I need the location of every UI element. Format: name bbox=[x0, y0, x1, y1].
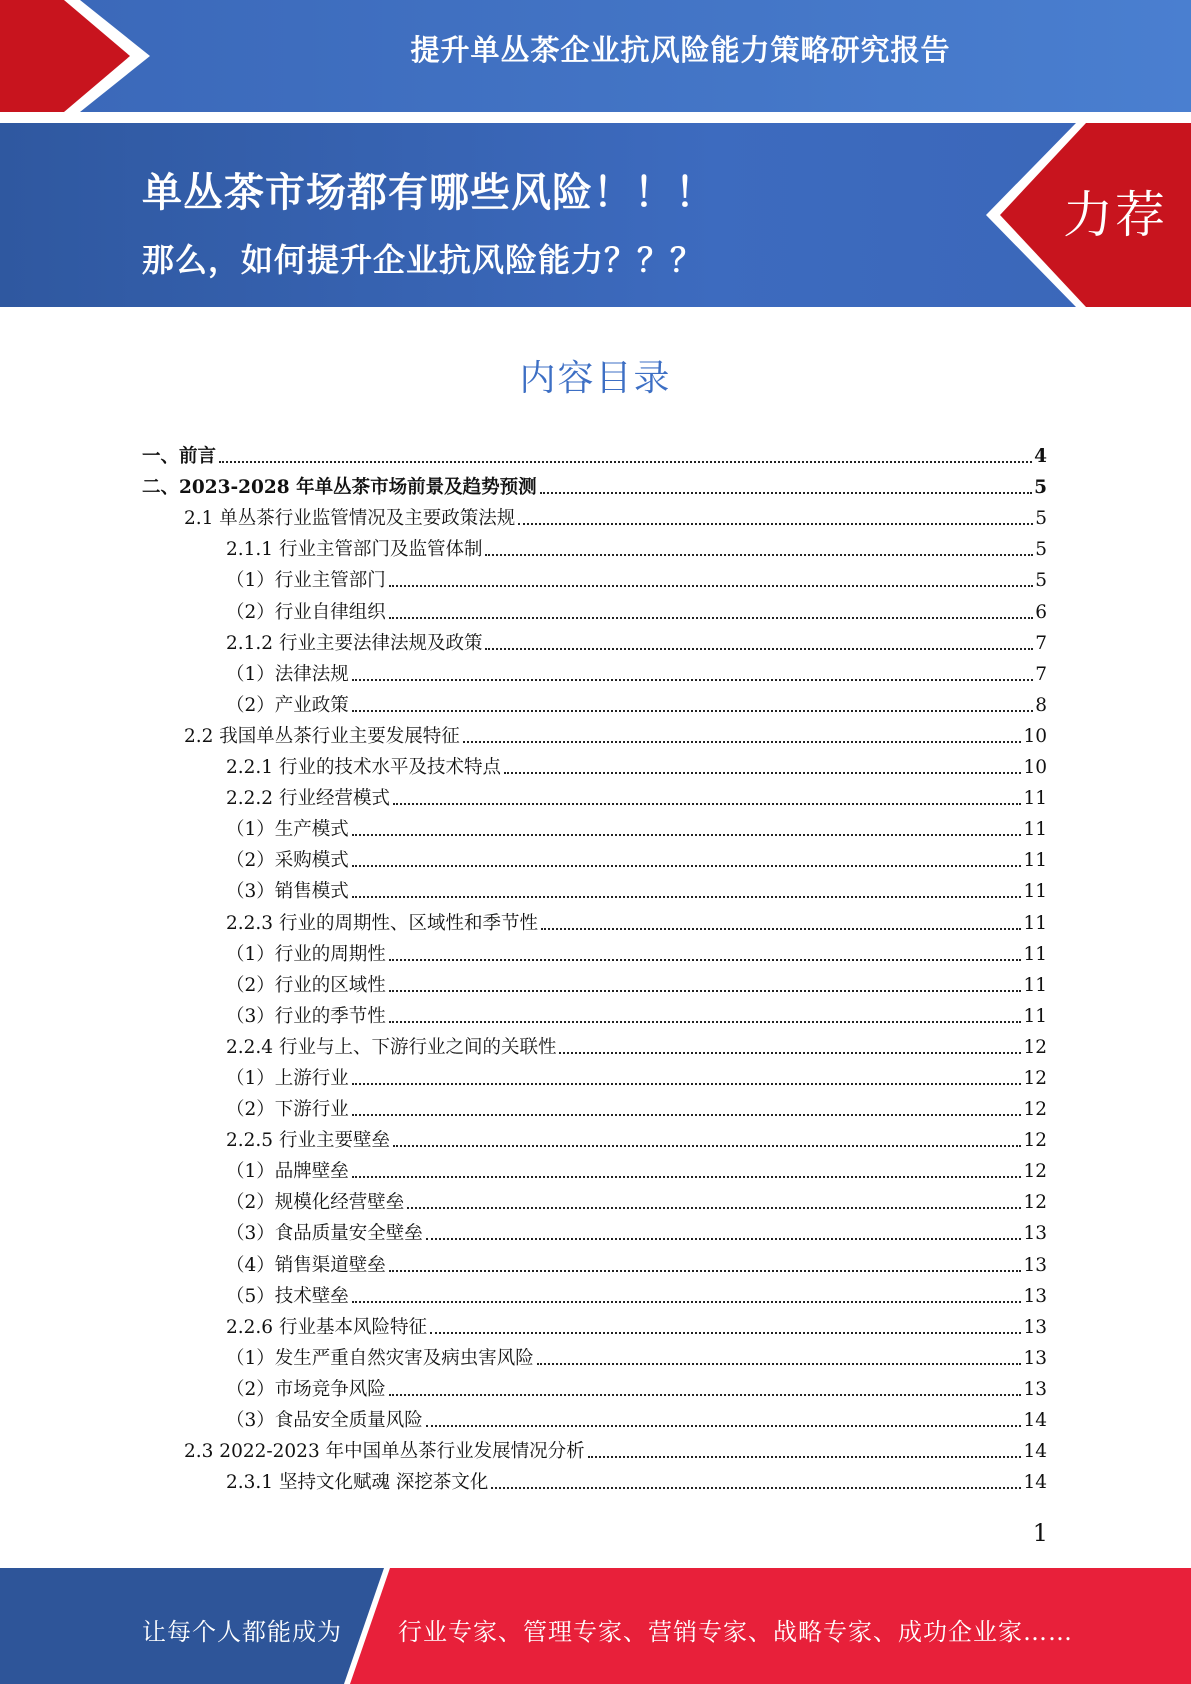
toc-entry-page: 4 bbox=[1034, 446, 1047, 468]
toc-entry[interactable] bbox=[142, 656, 1047, 687]
toc-heading: 内容目录 bbox=[519, 358, 672, 399]
toc-entry-title: 2.1.2 行业主要法律法规及政策 bbox=[226, 632, 483, 654]
report-title: 提升单丛茶企业抗风险能力策略研究报告 bbox=[410, 33, 951, 67]
toc-entry-title: （3）食品安全质量风险 bbox=[226, 1410, 423, 1431]
dot-leader bbox=[559, 1052, 1021, 1054]
toc-entry-page: 11 bbox=[1023, 819, 1047, 841]
toc-entry-title: （1）行业主管部门 bbox=[226, 570, 386, 592]
toc-entry[interactable] bbox=[142, 1122, 1047, 1153]
toc-entry[interactable] bbox=[142, 904, 1047, 935]
toc-entry-title: （5）技术壁垒 bbox=[226, 1285, 349, 1307]
dot-leader bbox=[389, 990, 1022, 992]
toc-entry-title: （1）上游行业 bbox=[226, 1067, 349, 1089]
toc-entry-title: 2.2.5 行业主要壁垒 bbox=[226, 1130, 390, 1152]
toc-entry-page: 11 bbox=[1023, 788, 1047, 810]
toc-entry-page: 10 bbox=[1023, 725, 1047, 747]
toc-entry-page: 12 bbox=[1023, 1130, 1047, 1152]
recommend-badge: 力荐 bbox=[1063, 186, 1167, 244]
dot-leader bbox=[537, 1363, 1022, 1365]
toc-entry-page: 7 bbox=[1035, 632, 1047, 654]
toc-entry-title: 2.2.4 行业与上、下游行业之间的关联性 bbox=[226, 1036, 557, 1058]
dot-leader bbox=[541, 928, 1021, 930]
toc-entry-title: 2.2.1 行业的技术水平及技术特点 bbox=[226, 757, 501, 779]
toc-entry[interactable] bbox=[142, 998, 1047, 1029]
dot-leader bbox=[389, 1021, 1022, 1023]
toc-entry-title: （2）规模化经营壁垒 bbox=[226, 1192, 405, 1214]
toc-entry[interactable] bbox=[142, 718, 1047, 749]
toc-entry[interactable] bbox=[142, 842, 1047, 873]
toc-entry-title: （2）采购模式 bbox=[226, 850, 349, 872]
hero-banner bbox=[0, 123, 1191, 307]
toc-entry[interactable] bbox=[142, 1029, 1047, 1060]
toc-entry-title: （1）发生严重自然灾害及病虫害风险 bbox=[226, 1347, 534, 1369]
toc-entry-page: 13 bbox=[1023, 1254, 1047, 1276]
toc-entry-page: 5 bbox=[1035, 508, 1047, 530]
toc-entry-title: （2）产业政策 bbox=[226, 694, 349, 716]
toc-entry-page: 13 bbox=[1023, 1223, 1047, 1245]
toc-entry-page: 13 bbox=[1023, 1378, 1047, 1400]
toc-entry-title: 一、前言 bbox=[142, 446, 217, 468]
footer-slogan-left: 让每个人都能成为 bbox=[142, 1618, 342, 1646]
toc-entry-title: 2.1.1 行业主管部门及监管体制 bbox=[226, 539, 483, 561]
toc-entry-title: （2）下游行业 bbox=[226, 1099, 349, 1121]
toc-entry-title: 二、2023-2028 年单丛茶市场前景及趋势预测 bbox=[142, 477, 537, 499]
toc-entry-page: 14 bbox=[1023, 1441, 1047, 1463]
toc-entry-page: 12 bbox=[1023, 1161, 1047, 1183]
toc-entry-title: （2）市场竞争风险 bbox=[226, 1378, 386, 1400]
banner-divider bbox=[0, 112, 1191, 123]
dot-leader bbox=[588, 1456, 1022, 1458]
page-number: 1 bbox=[1032, 1519, 1048, 1547]
toc-entry-title: （2）行业自律组织 bbox=[226, 601, 386, 623]
toc-entry[interactable] bbox=[142, 873, 1047, 904]
dot-leader bbox=[389, 1394, 1022, 1396]
toc-entry-title: 2.3 2022-2023 年中国单丛茶行业发展情况分析 bbox=[184, 1441, 585, 1463]
toc-entry-page: 11 bbox=[1023, 881, 1047, 903]
toc-entry-page: 11 bbox=[1023, 850, 1047, 872]
toc-entry-page: 13 bbox=[1023, 1316, 1047, 1338]
toc-entry[interactable] bbox=[142, 687, 1047, 718]
dot-leader bbox=[426, 1238, 1022, 1240]
table-of-contents bbox=[142, 438, 1047, 1495]
toc-entry[interactable] bbox=[142, 1153, 1047, 1184]
dot-leader bbox=[504, 772, 1021, 774]
toc-entry[interactable] bbox=[142, 1246, 1047, 1277]
toc-entry-title: 2.2 我国单丛茶行业主要发展特征 bbox=[184, 725, 460, 747]
toc-entry[interactable] bbox=[142, 1278, 1047, 1309]
toc-entry-title: （1）品牌壁垒 bbox=[226, 1161, 349, 1183]
toc-entry-title: 2.2.6 行业基本风险特征 bbox=[226, 1316, 427, 1338]
dot-leader bbox=[393, 803, 1021, 805]
toc-entry-title: （4）销售渠道壁垒 bbox=[226, 1254, 386, 1276]
toc-entry-title: （3）销售模式 bbox=[226, 881, 349, 903]
toc-entry-title: （2）行业的区域性 bbox=[226, 974, 386, 996]
toc-entry-page: 5 bbox=[1035, 570, 1047, 592]
toc-entry[interactable] bbox=[142, 1309, 1047, 1340]
toc-entry-title: （3）食品质量安全壁垒 bbox=[226, 1223, 423, 1245]
toc-entry[interactable] bbox=[142, 1433, 1047, 1464]
dot-leader bbox=[485, 554, 1033, 556]
footer-slogan-right: 行业专家、管理专家、营销专家、战略专家、成功企业家…… bbox=[398, 1618, 1073, 1646]
dot-leader bbox=[389, 617, 1033, 619]
toc-entry-page: 12 bbox=[1023, 1036, 1047, 1058]
toc-entry-page: 12 bbox=[1023, 1067, 1047, 1089]
dot-leader bbox=[485, 648, 1033, 650]
toc-entry-page: 11 bbox=[1023, 1005, 1047, 1027]
toc-entry-title: 2.1 单丛茶行业监管情况及主要政策法规 bbox=[184, 508, 516, 530]
toc-entry[interactable] bbox=[142, 625, 1047, 656]
dot-leader bbox=[491, 1487, 1021, 1489]
dot-leader bbox=[518, 523, 1033, 525]
hero-subheadline: 那么，如何提升企业抗风险能力？？？ bbox=[142, 241, 704, 279]
hero-headline: 单丛茶市场都有哪些风险！！！ bbox=[142, 170, 716, 216]
toc-entry[interactable] bbox=[142, 531, 1047, 562]
dot-leader bbox=[389, 1270, 1022, 1272]
dot-leader bbox=[389, 959, 1022, 961]
toc-entry-page: 6 bbox=[1035, 601, 1047, 623]
toc-entry-page: 8 bbox=[1035, 694, 1047, 716]
toc-entry[interactable] bbox=[142, 811, 1047, 842]
toc-entry[interactable] bbox=[142, 1091, 1047, 1122]
toc-entry-title: 2.2.2 行业经营模式 bbox=[226, 788, 390, 810]
dot-leader bbox=[393, 1145, 1021, 1147]
toc-entry[interactable] bbox=[142, 1340, 1047, 1371]
toc-entry-title: （3）行业的季节性 bbox=[226, 1005, 386, 1027]
toc-entry[interactable] bbox=[142, 562, 1047, 593]
toc-entry[interactable] bbox=[142, 1184, 1047, 1215]
toc-entry-page: 5 bbox=[1035, 539, 1047, 561]
toc-entry[interactable] bbox=[142, 749, 1047, 780]
footer-banner bbox=[0, 1568, 1191, 1684]
dot-leader bbox=[352, 1114, 1022, 1116]
dot-leader bbox=[540, 492, 1033, 494]
dot-leader bbox=[463, 741, 1022, 743]
dot-leader bbox=[352, 1176, 1022, 1178]
toc-entry-page: 7 bbox=[1035, 663, 1047, 685]
dot-leader bbox=[352, 1301, 1022, 1303]
toc-entry-title: （1）法律法规 bbox=[226, 663, 349, 685]
dot-leader bbox=[352, 896, 1022, 898]
toc-entry[interactable] bbox=[142, 1215, 1047, 1246]
toc-entry-page: 13 bbox=[1023, 1285, 1047, 1307]
red-chevron-decoration bbox=[0, 0, 160, 112]
dot-leader bbox=[352, 834, 1022, 836]
toc-entry[interactable] bbox=[142, 967, 1047, 998]
toc-entry-title: 2.3.1 坚持文化赋魂 深挖茶文化 bbox=[226, 1472, 489, 1494]
toc-entry-page: 5 bbox=[1034, 477, 1047, 499]
toc-entry[interactable] bbox=[142, 1402, 1047, 1433]
dot-leader bbox=[352, 710, 1033, 712]
toc-entry-page: 11 bbox=[1023, 943, 1047, 965]
dot-leader bbox=[430, 1332, 1021, 1334]
toc-entry[interactable] bbox=[142, 1371, 1047, 1402]
dot-leader bbox=[352, 679, 1033, 681]
toc-entry[interactable] bbox=[142, 780, 1047, 811]
toc-entry-page: 13 bbox=[1023, 1347, 1047, 1369]
top-banner bbox=[0, 0, 1191, 112]
toc-entry-page: 14 bbox=[1023, 1410, 1047, 1431]
toc-entry[interactable] bbox=[142, 1464, 1047, 1495]
dot-leader bbox=[426, 1425, 1022, 1427]
toc-entry[interactable] bbox=[142, 500, 1047, 531]
dot-leader bbox=[219, 461, 1032, 463]
toc-entry[interactable] bbox=[142, 1060, 1047, 1091]
toc-entry-page: 11 bbox=[1023, 974, 1047, 996]
toc-entry[interactable] bbox=[142, 593, 1047, 624]
dot-leader bbox=[407, 1207, 1021, 1209]
toc-entry-title: 2.2.3 行业的周期性、区域性和季节性 bbox=[226, 912, 538, 934]
toc-entry-page: 11 bbox=[1023, 912, 1047, 934]
toc-entry[interactable] bbox=[142, 936, 1047, 967]
toc-entry-page: 14 bbox=[1023, 1472, 1047, 1494]
dot-leader bbox=[389, 585, 1033, 587]
toc-entry-title: （1）行业的周期性 bbox=[226, 943, 386, 965]
toc-entry-page: 10 bbox=[1023, 757, 1047, 779]
toc-entry-title: （1）生产模式 bbox=[226, 819, 349, 841]
dot-leader bbox=[352, 1083, 1022, 1085]
dot-leader bbox=[352, 865, 1022, 867]
toc-entry-page: 12 bbox=[1023, 1192, 1047, 1214]
toc-entry[interactable] bbox=[142, 469, 1047, 500]
toc-entry-page: 12 bbox=[1023, 1099, 1047, 1121]
toc-entry[interactable] bbox=[142, 438, 1047, 469]
